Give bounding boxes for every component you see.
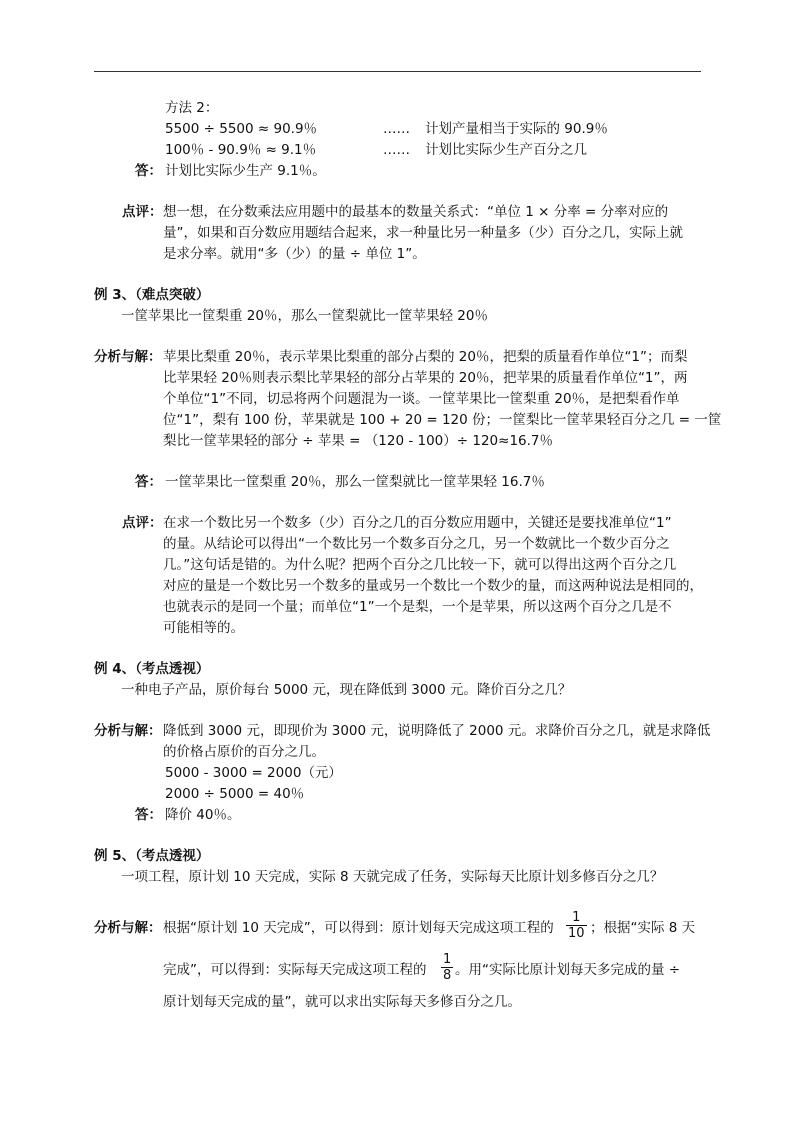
example-3-problem: 一筐苹果比一筐梨重 20％，那么一筐梨就比一筐苹果轻 20％: [121, 308, 488, 324]
analysis-label: 分析与解：: [94, 349, 162, 365]
comment-line: 可能相等的。: [163, 620, 244, 636]
comment-line: 是求分率。就用“多（少）的量 ÷ 单位 1”。: [163, 246, 426, 262]
fraction-numerator: 1: [443, 952, 452, 967]
analysis-line: 位“1”，梨有 100 份，苹果就是 100 + 20 = 120 份；一筐梨比一筐苹果轻百分之几 = 一筐: [163, 412, 722, 428]
analysis-label: 分析与解：: [94, 723, 162, 739]
method2-equation-2: 100％ - 90.9％ ≈ 9.1％: [165, 142, 317, 158]
analysis-line: 比苹果轻 20％则表示梨比苹果轻的部分占苹果的 20％，把苹果的质量看作单位“1”，两: [163, 370, 688, 386]
fraction-numerator: 1: [566, 910, 587, 926]
analysis-line: 根据“原计划 10 天完成”，可以得到：原计划每天完成这项工程的: [163, 920, 554, 936]
comment-label: 点评：: [122, 204, 163, 220]
equation: 5000 - 3000 = 2000（元）: [165, 765, 342, 781]
header-rule: [94, 71, 701, 72]
fraction-denominator: 8: [443, 968, 452, 983]
fraction-one-tenth: [566, 910, 587, 941]
analysis-line: 个单位“1”不同，切忌将两个问题混为一谈。一筐苹果比一筐梨重 20％，是把梨看作单: [163, 391, 680, 407]
analysis-line: 完成”，可以得到：实际每天完成这项工程的: [163, 962, 427, 978]
method2-note-1: 计划产量相当于实际的 90.9％: [425, 121, 608, 137]
comment-line: 的量。从结论可以得出“一个数比另一个数多百分之几，另一个数就比一个数少百分之: [163, 536, 670, 552]
answer-text: 计划比实际少生产 9.1％。: [165, 163, 326, 179]
answer-text: 一筐苹果比一筐梨重 20％，那么一筐梨就比一筐苹果轻 16.7％: [165, 474, 545, 490]
analysis-line: 苹果比梨重 20％，表示苹果比梨重的部分占梨的 20％，把梨的质量看作单位“1”；而梨: [163, 349, 688, 365]
comment-line: 在求一个数比另一个数多（少）百分之几的百分数应用题中，关键还是要找准单位“1”: [163, 515, 672, 531]
method2-dots-2: ……: [383, 142, 410, 158]
comment-line: 对应的量是一个数比另一个数多的量或另一个数比一个数少的量，而这两种说法是相同的，: [163, 578, 703, 594]
analysis-line: 降低到 3000 元，即现价为 3000 元，说明降低了 2000 元。求降价百分之几，就是求降低: [163, 723, 711, 739]
answer-text: 降价 40％。: [165, 807, 241, 823]
analysis-line: 的价格占原价的百分之几。: [163, 744, 325, 760]
comment-line: 也就表示的是同一个量；而单位“1”一个是梨，一个是苹果，所以这两个百分之几是不: [163, 599, 672, 615]
example-4-heading: 例 4、（考点透视）: [94, 661, 210, 677]
example-4-problem: 一种电子产品，原价每台 5000 元，现在降低到 3000 元。降价百分之几？: [121, 682, 572, 698]
answer-label: 答：: [135, 807, 162, 823]
method2-title: 方法 2：: [165, 100, 219, 116]
fraction-denominator: 10: [568, 926, 585, 941]
example-5-heading: 例 5、（考点透视）: [94, 848, 210, 864]
analysis-line: 梨比一筐苹果轻的部分 ÷ 苹果 = （120 - 100）÷ 120≈16.7％: [163, 433, 554, 449]
analysis-label: 分析与解：: [94, 920, 162, 936]
method2-equation-1: 5500 ÷ 5500 ≈ 90.9％: [165, 121, 318, 137]
analysis-line: ；根据“实际 8 天: [590, 920, 696, 936]
analysis-line: 。用“实际比原计划每天多完成的量 ÷: [455, 962, 681, 978]
comment-line: 量”，如果和百分数应用题结合起来，求一种量比另一种量多（少）百分之几，实际上就: [163, 225, 683, 241]
answer-label: 答：: [135, 474, 162, 490]
fraction-one-eighth: [441, 952, 453, 983]
answer-label: 答：: [135, 163, 162, 179]
equation: 2000 ÷ 5000 = 40％: [165, 786, 305, 802]
method2-note-2: 计划比实际少生产百分之几: [425, 142, 587, 158]
comment-label: 点评：: [122, 515, 163, 531]
comment-line: 几。”这句话是错的。为什么呢？把两个百分之几比较一下，就可以得出这两个百分之几: [163, 557, 677, 573]
method2-dots-1: ……: [383, 121, 410, 137]
example-5-problem: 一项工程，原计划 10 天完成，实际 8 天就完成了任务，实际每天比原计划多修百分之几？: [121, 869, 664, 885]
comment-line: 想一想，在分数乘法应用题中的最基本的数量关系式：“单位 1 × 分率 = 分率对应的: [163, 204, 669, 220]
analysis-line: 原计划每天完成的量”，就可以求出实际每天多修百分之几。: [163, 994, 521, 1010]
example-3-heading: 例 3、（难点突破）: [94, 287, 210, 303]
